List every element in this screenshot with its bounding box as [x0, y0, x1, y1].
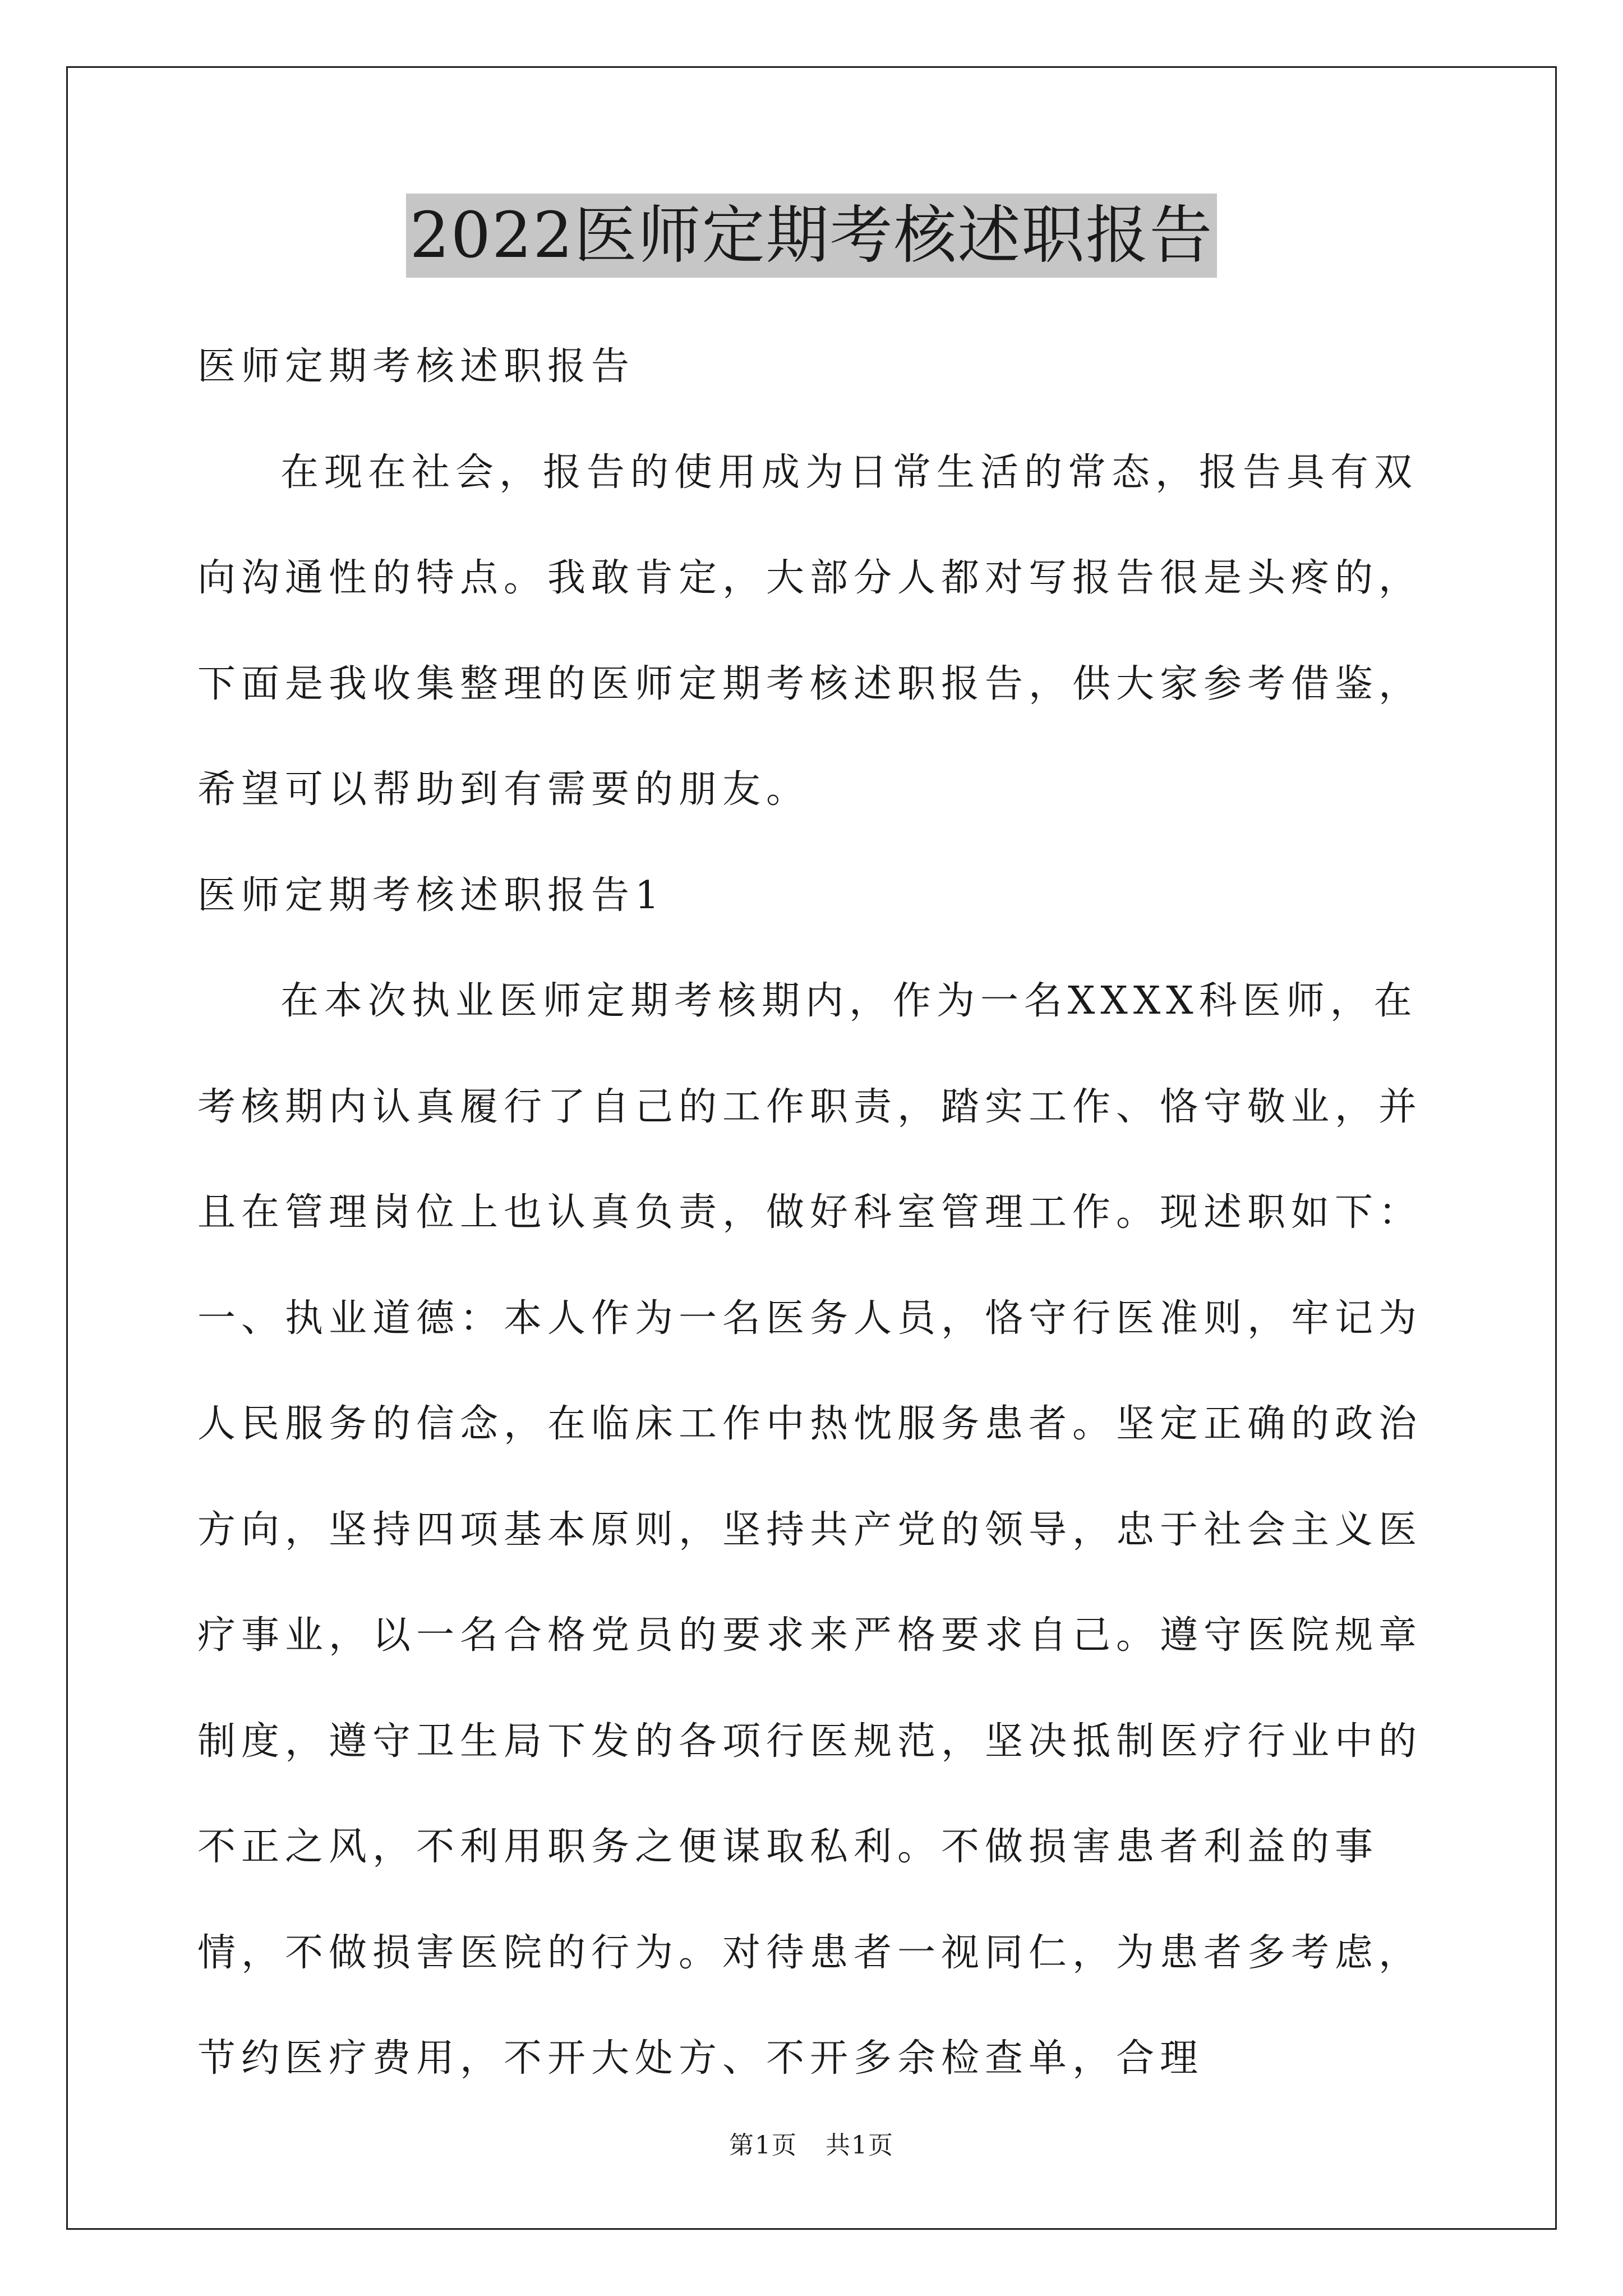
page-number-current: 第1页 — [729, 2131, 797, 2160]
document-subtitle: 医师定期考核述职报告 — [197, 344, 635, 389]
section-1-paragraph: 在本次执业医师定期考核期内，作为一名XXXX科医师，在考核期内认真履行了自己的工作职责，踏实工作、恪守敬业，并且在管理岗位上也认真负责，做好科室管理工作。现述职如下：一、执业道德：本人作为一名医务人员，恪守行医准则，牢记为人民服务的信念，在临床工作中热忱服务患者。坚定正确的政治方向，坚持四项基本原则，坚持共产党的领导，忠于社会主义医疗事业，以一名合格党员的要求来严格要求自己。遵守医院规章制度，遵守卫生局下发的各项行医规范，坚决抵制医疗行业中的不正之风，不利用职务之便谋取私利。不做损害患者利益的事情，不做损害医院的行为。对待患者一视同仁，为患者多考虑，节约医疗费用，不开大处方、不开多余检查单，合理 — [197, 979, 1423, 2081]
page-footer — [0, 2129, 1623, 2162]
section-1-heading: 医师定期考核述职报告1 — [197, 873, 665, 918]
intro-paragraph: 在现在社会，报告的使用成为日常生活的常态，报告具有双向沟通性的特点。我敢肯定，大部分人都对写报告很是头疼的，下面是我收集整理的医师定期考核述职报告，供大家参考借鉴，希望可以帮助到有需要的朋友。 — [197, 450, 1423, 812]
document-body — [197, 314, 1431, 2112]
document-title: 2022医师定期考核述职报告 — [406, 194, 1216, 278]
title-wrap — [0, 194, 1623, 278]
page-number-total: 共1页 — [826, 2131, 894, 2160]
